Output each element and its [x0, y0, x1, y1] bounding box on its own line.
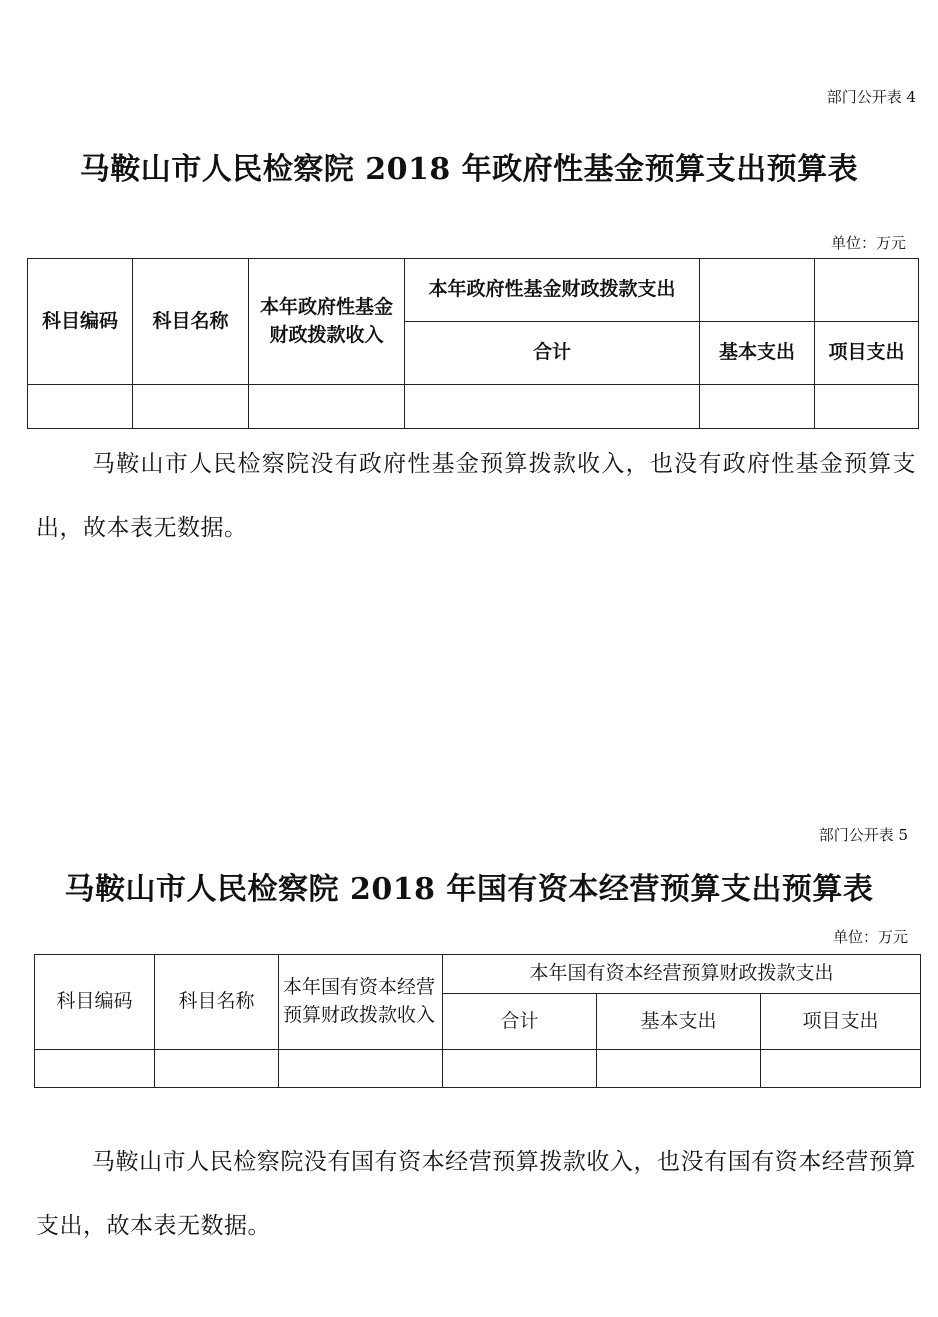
cell [155, 1050, 279, 1088]
table-number: 部门公开表 5 [818, 826, 908, 844]
header-code: 科目编码 [28, 259, 133, 385]
header-expense-group: 本年政府性基金财政拨款支出 [405, 259, 700, 322]
unit-label: 单位：万元 [830, 234, 906, 252]
header-blank [700, 259, 815, 322]
state-capital-expense-table [34, 954, 921, 1088]
header-project: 项目支出 [815, 322, 919, 385]
cell [700, 385, 815, 429]
header-income: 本年国有资本经营预算财政拨款收入 [279, 955, 443, 1050]
cell [35, 1050, 155, 1088]
cell [761, 1050, 921, 1088]
header-blank [815, 259, 919, 322]
header-income: 本年政府性基金财政拨款收入 [249, 259, 405, 385]
header-total: 合计 [405, 322, 700, 385]
header-basic: 基本支出 [700, 322, 815, 385]
government-fund-expense-table [27, 258, 919, 429]
explanation-text: 马鞍山市人民检察院没有国有资本经营预算拨款收入，也没有国有资本经营预算支出，故本表无数据。 [36, 1149, 916, 1239]
cell [249, 385, 405, 429]
header-project: 项目支出 [761, 994, 921, 1050]
header-name: 科目名称 [133, 259, 249, 385]
cell [133, 385, 249, 429]
explanation-text: 马鞍山市人民检察院没有政府性基金预算拨款收入，也没有政府性基金预算支出，故本表无数据。 [36, 451, 916, 541]
page-title: 马鞍山市人民检察院 2018 年政府性基金预算支出预算表 [79, 152, 859, 187]
header-basic: 基本支出 [597, 994, 761, 1050]
cell [279, 1050, 443, 1088]
header-total: 合计 [443, 994, 597, 1050]
table-row [35, 1050, 921, 1088]
cell [815, 385, 919, 429]
table-number: 部门公开表 4 [826, 88, 916, 106]
cell [443, 1050, 597, 1088]
header-code: 科目编码 [35, 955, 155, 1050]
table-row [28, 385, 919, 429]
cell [28, 385, 133, 429]
cell [597, 1050, 761, 1088]
cell [405, 385, 700, 429]
header-expense-group: 本年国有资本经营预算财政拨款支出 [443, 955, 921, 994]
page-title: 马鞍山市人民检察院 2018 年国有资本经营预算支出预算表 [64, 872, 874, 907]
unit-label: 单位：万元 [832, 928, 908, 946]
header-name: 科目名称 [155, 955, 279, 1050]
